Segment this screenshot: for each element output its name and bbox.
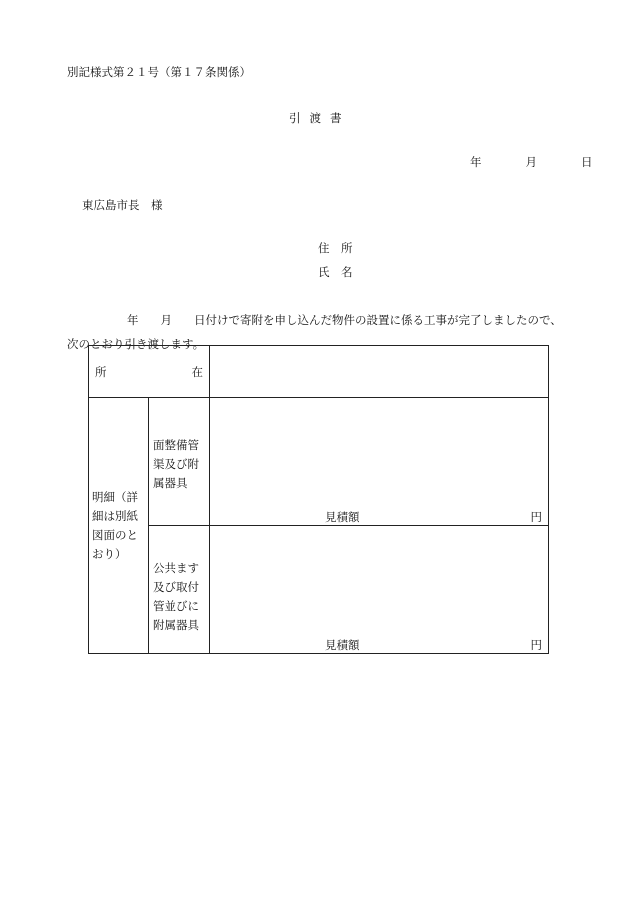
applicant-address-label: 住 所 bbox=[318, 241, 353, 255]
location-label-cell bbox=[89, 346, 210, 398]
estimate-unit: 円 bbox=[530, 510, 542, 524]
estimate-unit: 円 bbox=[530, 638, 542, 652]
estimate-cell-public-basin[interactable] bbox=[210, 526, 549, 654]
form-number: 別記様式第２１号（第１７条関係） bbox=[67, 65, 251, 79]
item-label-public-basin: 公共ます及び取付管並びに附属器具 bbox=[149, 526, 210, 654]
date-year-label: 年 bbox=[470, 155, 482, 169]
location-label-2: 在 bbox=[191, 364, 203, 379]
location-label-1: 所 bbox=[95, 364, 107, 379]
details-label: 明細（詳細は別紙図面のとおり） bbox=[89, 398, 149, 654]
body-year-label: 年 bbox=[127, 313, 139, 327]
location-value-cell[interactable] bbox=[210, 346, 549, 398]
date-line bbox=[470, 154, 593, 170]
applicant-name-label: 氏 名 bbox=[318, 265, 353, 279]
date-month-label: 月 bbox=[525, 155, 537, 169]
body-main-text: 日付けで寄附を申し込んだ物件の設置に係る工事が完了しましたので、次のとおり引き渡します。 bbox=[67, 313, 562, 351]
addressee: 東広島市長 様 bbox=[82, 198, 163, 212]
document-title: 引渡書 bbox=[289, 111, 351, 125]
date-day-label: 日 bbox=[581, 155, 593, 169]
handover-table bbox=[88, 345, 549, 654]
estimate-cell-sewer-pipe[interactable] bbox=[210, 398, 549, 526]
estimate-label: 見積額 bbox=[325, 638, 360, 652]
body-month-label: 月 bbox=[160, 313, 172, 327]
estimate-label: 見積額 bbox=[325, 510, 360, 524]
item-label-sewer-pipe: 面整備管渠及び附属器具 bbox=[149, 398, 210, 526]
